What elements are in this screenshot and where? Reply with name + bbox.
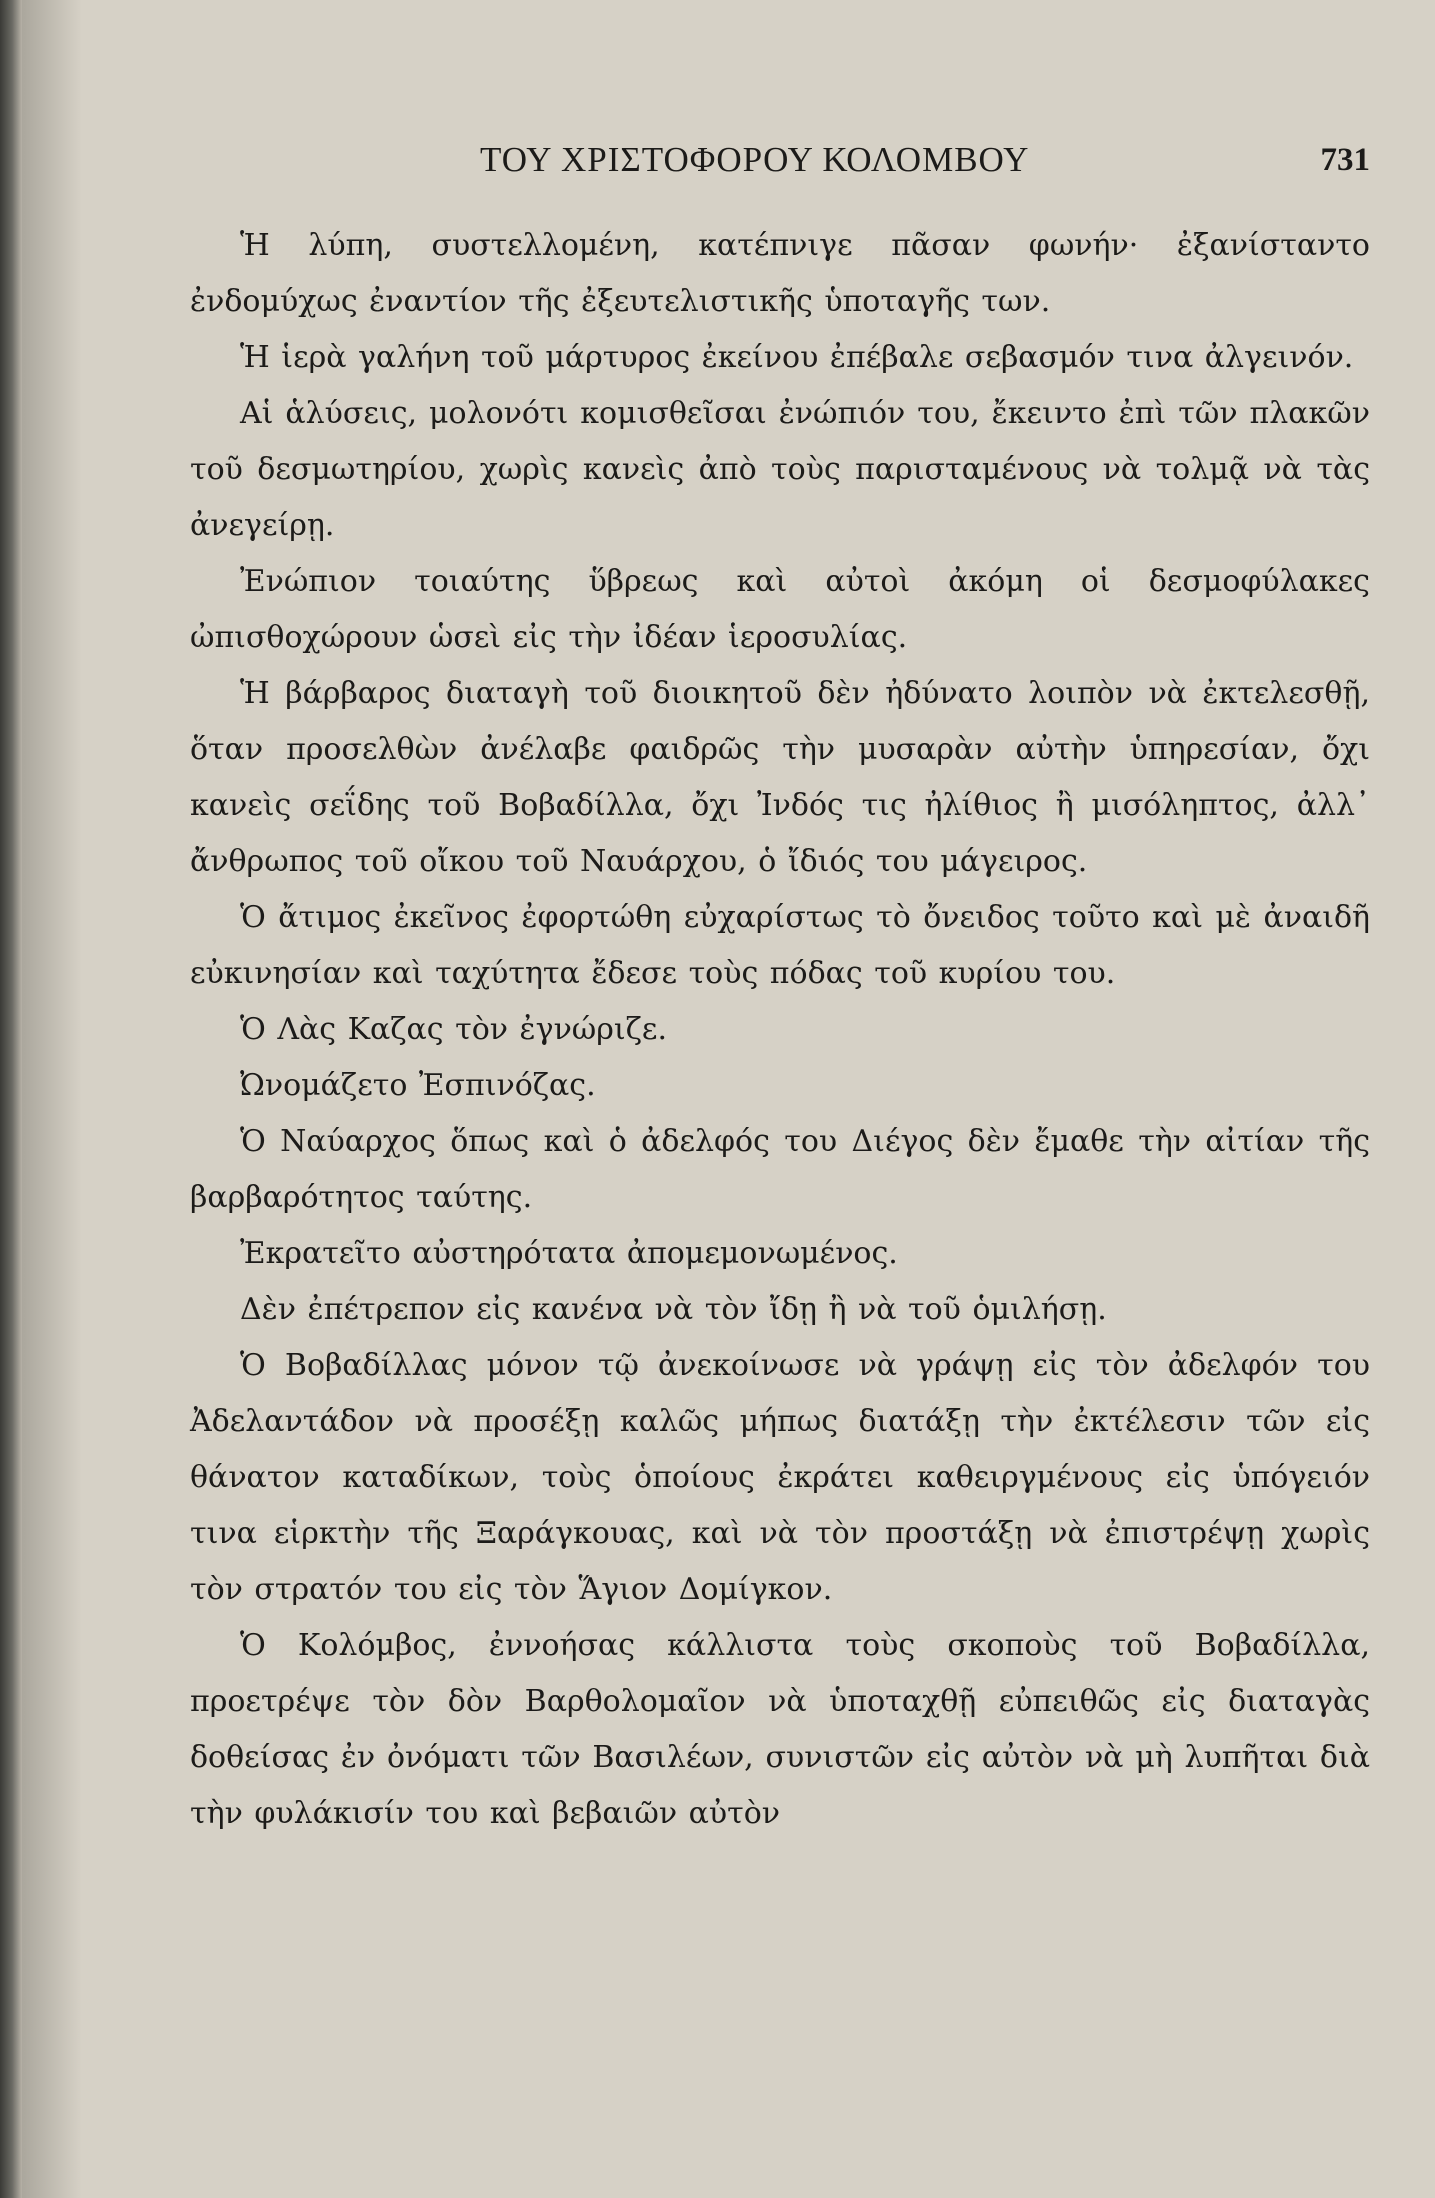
paragraph: Ὠνομάζετο Ἐσπινόζας.: [240, 1068, 596, 1103]
paragraph: Αἱ ἁλύσεις, μολονότι κομισθεῖσαι ἐνώπιόν του, ἔκειντο ἐπὶ τῶν πλακῶν τοῦ δεσμωτηρίου, χωρὶς κανεὶς ἀπὸ τοὺς παρισταμένους νὰ τολμᾷ νὰ τὰς ἀνεγείρῃ.: [190, 396, 1370, 543]
text-body: [190, 218, 1370, 1842]
running-header: [190, 140, 1370, 190]
paragraph: Ἐκρατεῖτο αὐστηρότατα ἀπομεμονωμένος.: [240, 1236, 898, 1271]
book-page: [190, 140, 1370, 2100]
paragraph: Ὁ Βοβαδίλλας μόνον τῷ ἀνεκοίνωσε νὰ γράψῃ εἰς τὸν ἀδελφόν του Ἀδελαντάδον νὰ προσέξῃ καλῶς μήπως διατάξῃ τὴν ἐκτέλεσιν τῶν εἰς θάνατον καταδίκων, τοὺς ὁποίους ἐκράτει καθειργμένους εἰς ὑπόγειόν τινα εἱρκτὴν τῆς Ξαράγκουας, καὶ νὰ τὸν προστάξῃ νὰ ἐπιστρέψῃ χωρὶς τὸν στρατόν του εἰς τὸν Ἅγιον Δομίγκον.: [190, 1348, 1370, 1607]
paragraph: Δὲν ἐπέτρεπον εἰς κανένα νὰ τὸν ἴδῃ ἢ νὰ τοῦ ὁμιλήσῃ.: [240, 1292, 1107, 1327]
page-number: 731: [1320, 142, 1370, 178]
paragraph: Ὁ ἄτιμος ἐκεῖνος ἐφορτώθη εὐχαρίστως τὸ ὄνειδος τοῦτο καὶ μὲ ἀναιδῆ εὐκινησίαν καὶ ταχύτητα ἔδεσε τοὺς πόδας τοῦ κυρίου του.: [190, 900, 1370, 991]
gutter-shade: [22, 0, 82, 2198]
running-title: ΤΟΥ ΧΡΙΣΤΟΦΟΡΟΥ ΚΟΛΟΜΒΟΥ: [480, 140, 1030, 179]
paragraph: Ἡ λύπη, συστελλομένη, κατέπνιγε πᾶσαν φωνήν· ἐξανίσταντο ἐνδομύχως ἐναντίον τῆς ἐξευτελιστικῆς ὑποταγῆς των.: [190, 228, 1370, 319]
paragraph: Ὁ Ναύαρχος ὅπως καὶ ὁ ἀδελφός του Διέγος δὲν ἔμαθε τὴν αἰτίαν τῆς βαρβαρότητος ταύτης.: [190, 1124, 1370, 1215]
paragraph: Ἐνώπιον τοιαύτης ὕβρεως καὶ αὐτοὶ ἀκόμη οἱ δεσμοφύλακες ὠπισθοχώρουν ὡσεὶ εἰς τὴν ἰδέαν ἱεροσυλίας.: [190, 564, 1370, 655]
paragraph: Ὁ Κολόμβος, ἐννοήσας κάλλιστα τοὺς σκοποὺς τοῦ Βοβαδίλλα, προετρέψε τὸν δὸν Βαρθολομαῖον νὰ ὑποταχθῇ εὐπειθῶς εἰς διαταγὰς δοθείσας ἐν ὀνόματι τῶν Βασιλέων, συνιστῶν εἰς αὐτὸν νὰ μὴ λυπῆται διὰ τὴν φυλάκισίν του καὶ βεβαιῶν αὐτὸν: [190, 1628, 1370, 1831]
paragraph: Ἡ βάρβαρος διαταγὴ τοῦ διοικητοῦ δὲν ἠδύνατο λοιπὸν νὰ ἐκτελεσθῇ, ὅταν προσελθὼν ἀνέλαβε φαιδρῶς τὴν μυσαρὰν αὐτὴν ὑπηρεσίαν, ὄχι κανεὶς σεΐδης τοῦ Βοβαδίλλα, ὄχι Ἰνδός τις ἠλίθιος ἢ μισόληπτος, ἀλλ᾽ ἄνθρωπος τοῦ οἴκου τοῦ Ναυάρχου, ὁ ἴδιός του μάγειρος.: [190, 676, 1370, 879]
paragraph: Ἡ ἱερὰ γαλήνη τοῦ μάρτυρος ἐκείνου ἐπέβαλε σεβασμόν τινα ἀλγεινόν.: [240, 340, 1354, 375]
book-spine-shadow: [0, 0, 22, 2198]
paragraph: Ὁ Λὰς Καζας τὸν ἐγνώριζε.: [240, 1012, 668, 1047]
